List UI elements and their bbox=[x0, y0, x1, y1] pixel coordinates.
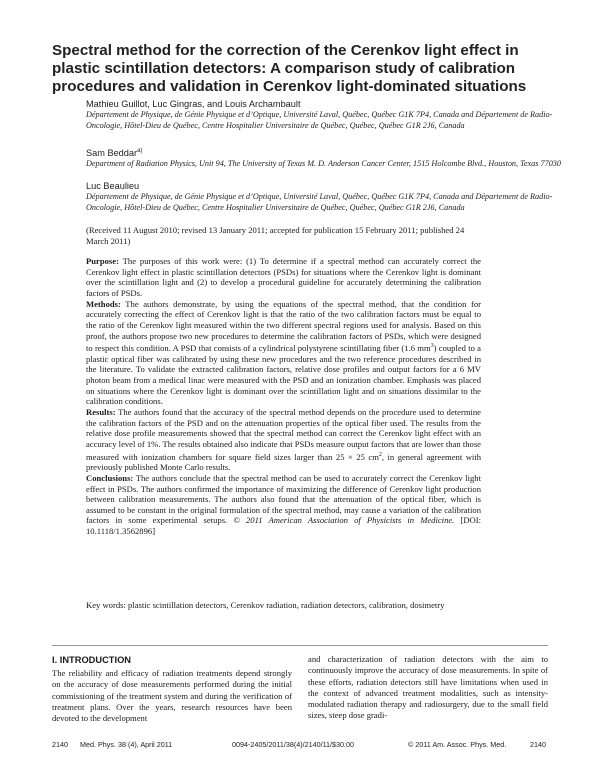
abstract bbox=[86, 256, 481, 537]
abstract-results: Results: The authors found that the accuracy of the spectral method depends on the procedure used to determine the calibration factors of the PSD and on the attenuation properties of the optical fiber used. The results from the relative dose profile measurements showed that the spectral method can correct the Cerenkov light effect with an accuracy level of 1%. The results obtained also indicate that PSDs measure output factors that are lower than those measured with ionization chambers for square field sizes larger than 25 × 25 $cm^2$, in general agreement with previously published Monte Carlo results. bbox=[86, 407, 482, 473]
page-number-right: 2140 bbox=[530, 740, 546, 749]
abstract-conclusions: Conclusions: The authors conclude that the spectral method can be used to accurately correct the Cerenkov light effect in PSDs. The authors confirmed the importance of maximizing the difference of Cerenkov light production between calibration measurements. The authors also found that the attenuation of the optical fiber, which is assumed to be constant in the original formulation of the spectral method, may cause a variation of the calibration factors in some experimental setups. © 2011 American Association of Physicists in Medicine. [DOI: 10.1118/1.3562896] bbox=[86, 472, 481, 537]
author-group-1 bbox=[86, 98, 566, 131]
page-number-left: 2140 bbox=[52, 740, 68, 749]
author-affiliation: Département de Physique, de Génie Physique et d’Optique, Université Laval, Québec, Québec G1K 7P4, Canada and Département de Radio-Oncologie, Hôtel-Dieu de Québec, Centre Hospitalier Universitaire de Québec, Québec, Québec G1R 2J6, Canada bbox=[86, 110, 553, 130]
divider bbox=[52, 645, 548, 646]
author-names: Luc Beaulieu bbox=[86, 181, 140, 191]
journal-citation: Med. Phys. 38 (4), April 2011 bbox=[80, 740, 173, 749]
received-dates: (Received 11 August 2010; revised 13 January 2011; accepted for publication 15 February 2011; published 24 March 2011) bbox=[86, 225, 465, 246]
section-heading: I. INTRODUCTION bbox=[52, 655, 132, 665]
copyright-notice: © 2011 American Association of Physicists in Medicine. bbox=[233, 515, 455, 526]
author-footnote-marker[interactable]: a) bbox=[137, 148, 143, 154]
abstract-methods: Methods: The authors demonstrate, by using the equations of the spectral method, that the condition for accurately correcting the effect of Cerenkov light is that the ratio of the two calibration factors must be equal to the ratio of the Cerenkov light measured within the two different spectral regions used for analysis. Based on this proof, the authors propose two new procedures to determine the calibration factors of PSDs, which were designed to respect this condition. A PSD that consists of a cylindrical polystyrene scintillating fiber (1.6 $mm^3$) coupled to a plastic optical fiber was calibrated by using these new procedures and the two reference procedures described in the literature. To validate the extracted calibration factors, relative dose profiles and output factors for a 6 MV photon beam from a medical linac were measured with the PSD and an ionization chamber. Emphasis was placed on situations where the Cerenkov light is dominant over the scintillation light and on situations dissimilar to the calibration conditions. bbox=[86, 298, 481, 407]
author-affiliation: Département de Physique, de Génie Physique et d’Optique, Université Laval, Québec, Québec G1K 7P4, Canada and Département de Radio-Oncologie, Hôtel-Dieu de Québec, Centre Hospitalier Universitaire de Québec, Québec, Québec G1R 2J6, Canada bbox=[86, 192, 553, 212]
author-affiliation: Department of Radiation Physics, Unit 94, The University of Texas M. D. Anderson Cancer Center, 1515 Holcombe Blvd., Houston, Texas 77030 bbox=[86, 159, 561, 169]
footer-copyright: © 2011 Am. Assoc. Phys. Med. bbox=[408, 740, 507, 749]
keywords: Key words: plastic scintillation detectors, Cerenkov radiation, radiation detectors, calibration, dosimetry bbox=[86, 600, 445, 610]
abstract-purpose: Purpose: The purposes of this work were: (1) To determine if a spectral method can accurately correct the Cerenkov light effect in plastic scintillation detectors (PSDs) for situations where the Cerenkov light is dominant over the scintillation light and (2) to develop a procedural guideline for accurately determining the calibration factors of PSDs. bbox=[86, 256, 482, 298]
author-names: Mathieu Guillot, Luc Gingras, and Louis Archambault bbox=[86, 99, 301, 109]
intro-column-left: The reliability and efficacy of radiation treatments depend strongly on the accuracy of dose measurements performed during the initial commissioning of the treatment system and during the verification of treatment plans. Over the years, research resources have been devoted to the development bbox=[52, 668, 292, 724]
author-group-2 bbox=[86, 145, 566, 170]
doi-link[interactable]: [DOI: 10.1118/1.3562896] bbox=[86, 515, 481, 537]
author-group-3 bbox=[86, 180, 566, 213]
article-code: 0094-2405/2011/38(4)/2140/11/$30.00 bbox=[232, 740, 355, 749]
author-names: Sam Beddar$^{a)}$ bbox=[86, 148, 143, 159]
intro-column-right: and characterization of radiation detectors with the aim to continuously improve the accuracy of dose measurements. In spite of these efforts, radiation detectors still have limitations when used in the context of advanced treatment modalities, such as intensity-modulated radiation therapy and radiosurgery, due to the small field sizes, steep dose gradi- bbox=[308, 654, 548, 721]
article-title: Spectral method for the correction of the Cerenkov light effect in plastic scintillation detectors: A comparison study of calibration procedures and validation in Cerenkov light-dominated situations bbox=[52, 42, 527, 95]
